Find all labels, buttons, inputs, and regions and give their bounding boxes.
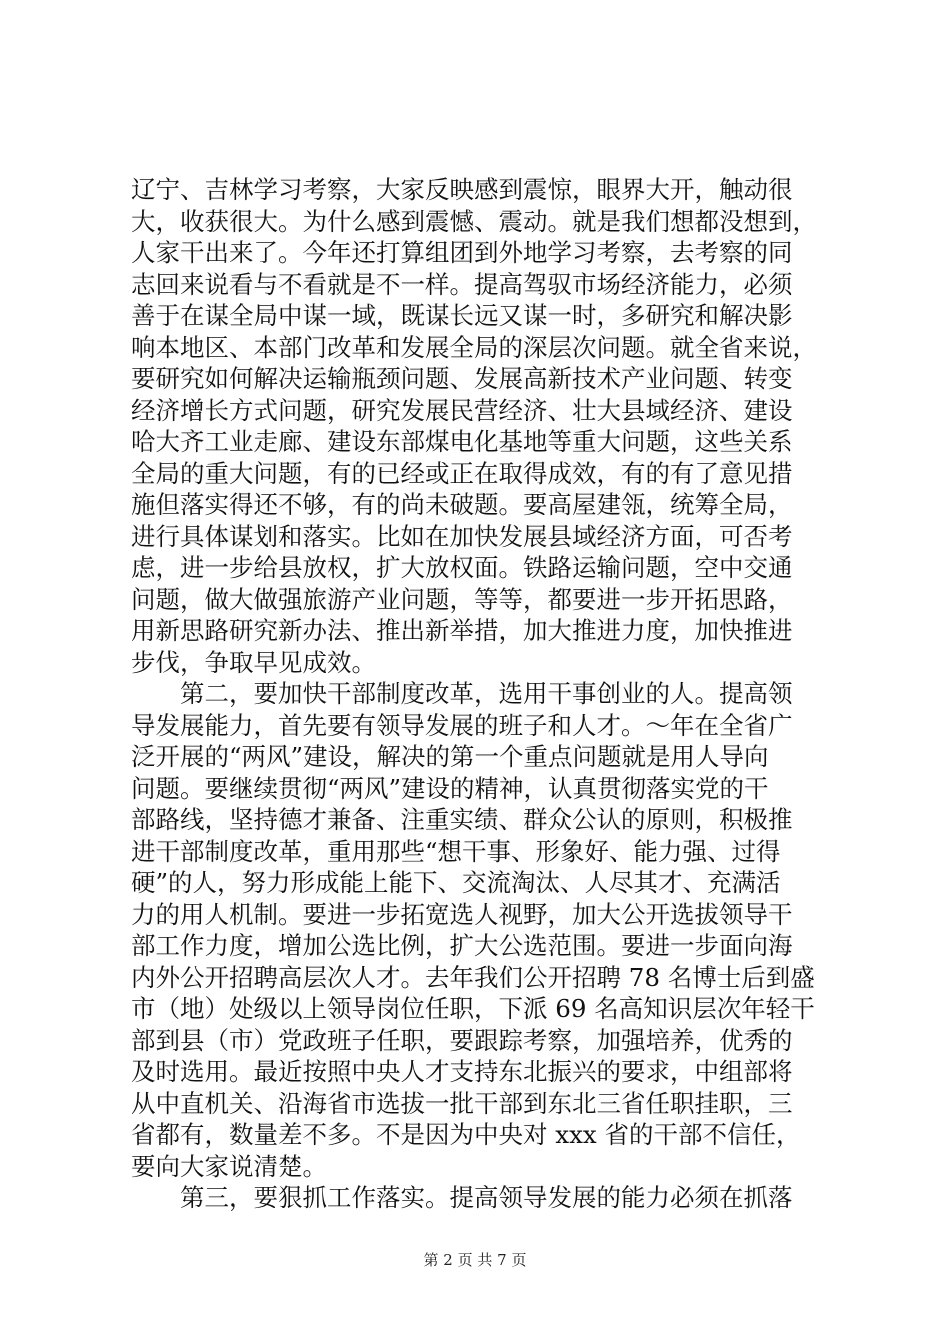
text-line: 力的用人机制。要进一步拓宽选人视野，加大公开选拔领导干	[131, 899, 793, 929]
text-line: 部工作力度，增加公选比例，扩大公选范围。要进一步面向海	[131, 931, 793, 960]
text-line: 全局的重大问题，有的已经或正在取得成效，有的有了意见措	[131, 458, 793, 488]
text-line: 部到县（市）党政班子任职，要跟踪考察，加强培养，优秀的	[131, 1025, 793, 1055]
text-line: 问题。要继续贯彻“两风”建设的精神，认真贯彻落实党的干	[131, 773, 769, 803]
text-line: 从中直机关、沿海省市选拔一批干部到东北三省任职挂职，三	[131, 1088, 793, 1118]
text-line: 步伐，争取早见成效。	[131, 647, 376, 677]
text-line: 进干部制度改革，重用那些“想干事、形象好、能力强、过得	[131, 836, 781, 866]
text-line: 硬”的人，努力形成能上能下、交流淘汰、人尽其才、充满活	[131, 868, 781, 897]
text-line: 要向大家说清楚。	[131, 1151, 327, 1181]
text-line: 及时选用。最近按照中央人才支持东北振兴的要求，中组部将	[131, 1057, 793, 1086]
text-line: 用新思路研究新办法、推出新举措，加大推进力度，加快推进	[131, 616, 793, 645]
text-line: 省都有，数量差不多。不是因为中央对 xxx 省的干部不信任，	[131, 1120, 801, 1149]
body-text	[131, 174, 831, 1214]
text-line: 泛开展的“两风”建设，解决的第一个重点问题就是用人导向	[131, 742, 769, 771]
text-line: 问题，做大做强旅游产业问题，等等，都要进一步开拓思路，	[131, 584, 793, 614]
text-line: 善于在谋全局中谋一域，既谋长远又谋一时，多研究和解决影	[131, 301, 793, 330]
text-line: 哈大齐工业走廊、建设东部煤电化基地等重大问题，这些关系	[131, 427, 793, 456]
text-line: 要研究如何解决运输瓶颈问题、发展高新技术产业问题、转变	[131, 364, 793, 393]
text-line: 第三，要狠抓工作落实。提高领导发展的能力必须在抓落	[131, 1183, 793, 1212]
text-line: 第二，要加快干部制度改革，选用干事创业的人。提高领	[131, 679, 793, 708]
text-line: 内外公开招聘高层次人才。去年我们公开招聘 78 名博士后到盛	[131, 962, 815, 992]
text-line: 人家干出来了。今年还打算组团到外地学习考察，去考察的同	[131, 238, 793, 267]
text-line: 虑，进一步给县放权，扩大放权面。铁路运输问题，空中交通	[131, 553, 793, 582]
text-line: 导发展能力，首先要有领导发展的班子和人才。～年在全省广	[131, 710, 793, 740]
text-line: 市（地）处级以上领导岗位任职，下派 69 名高知识层次年轻干	[131, 994, 815, 1023]
text-line: 响本地区、本部门改革和发展全局的深层次问题。就全省来说，	[131, 332, 817, 362]
page-footer: 第 2 页 共 7 页	[423, 1251, 527, 1269]
text-line: 施但落实得还不够，有的尚未破题。要高屋建瓴，统筹全局，	[131, 490, 793, 519]
text-line: 部路线，坚持德才兼备、注重实绩、群众公认的原则，积极推	[131, 805, 793, 834]
text-line: 志回来说看与不看就是不一样。提高驾驭市场经济能力，必须	[131, 269, 793, 299]
text-line: 辽宁、吉林学习考察，大家反映感到震惊，眼界大开，触动很	[131, 175, 793, 204]
text-line: 经济增长方式问题，研究发展民营经济、壮大县域经济、建设	[131, 395, 793, 425]
text-line: 大，收获很大。为什么感到震憾、震动。就是我们想都没想到，	[131, 206, 817, 236]
text-line: 进行具体谋划和落实。比如在加快发展县域经济方面，可否考	[131, 521, 793, 551]
